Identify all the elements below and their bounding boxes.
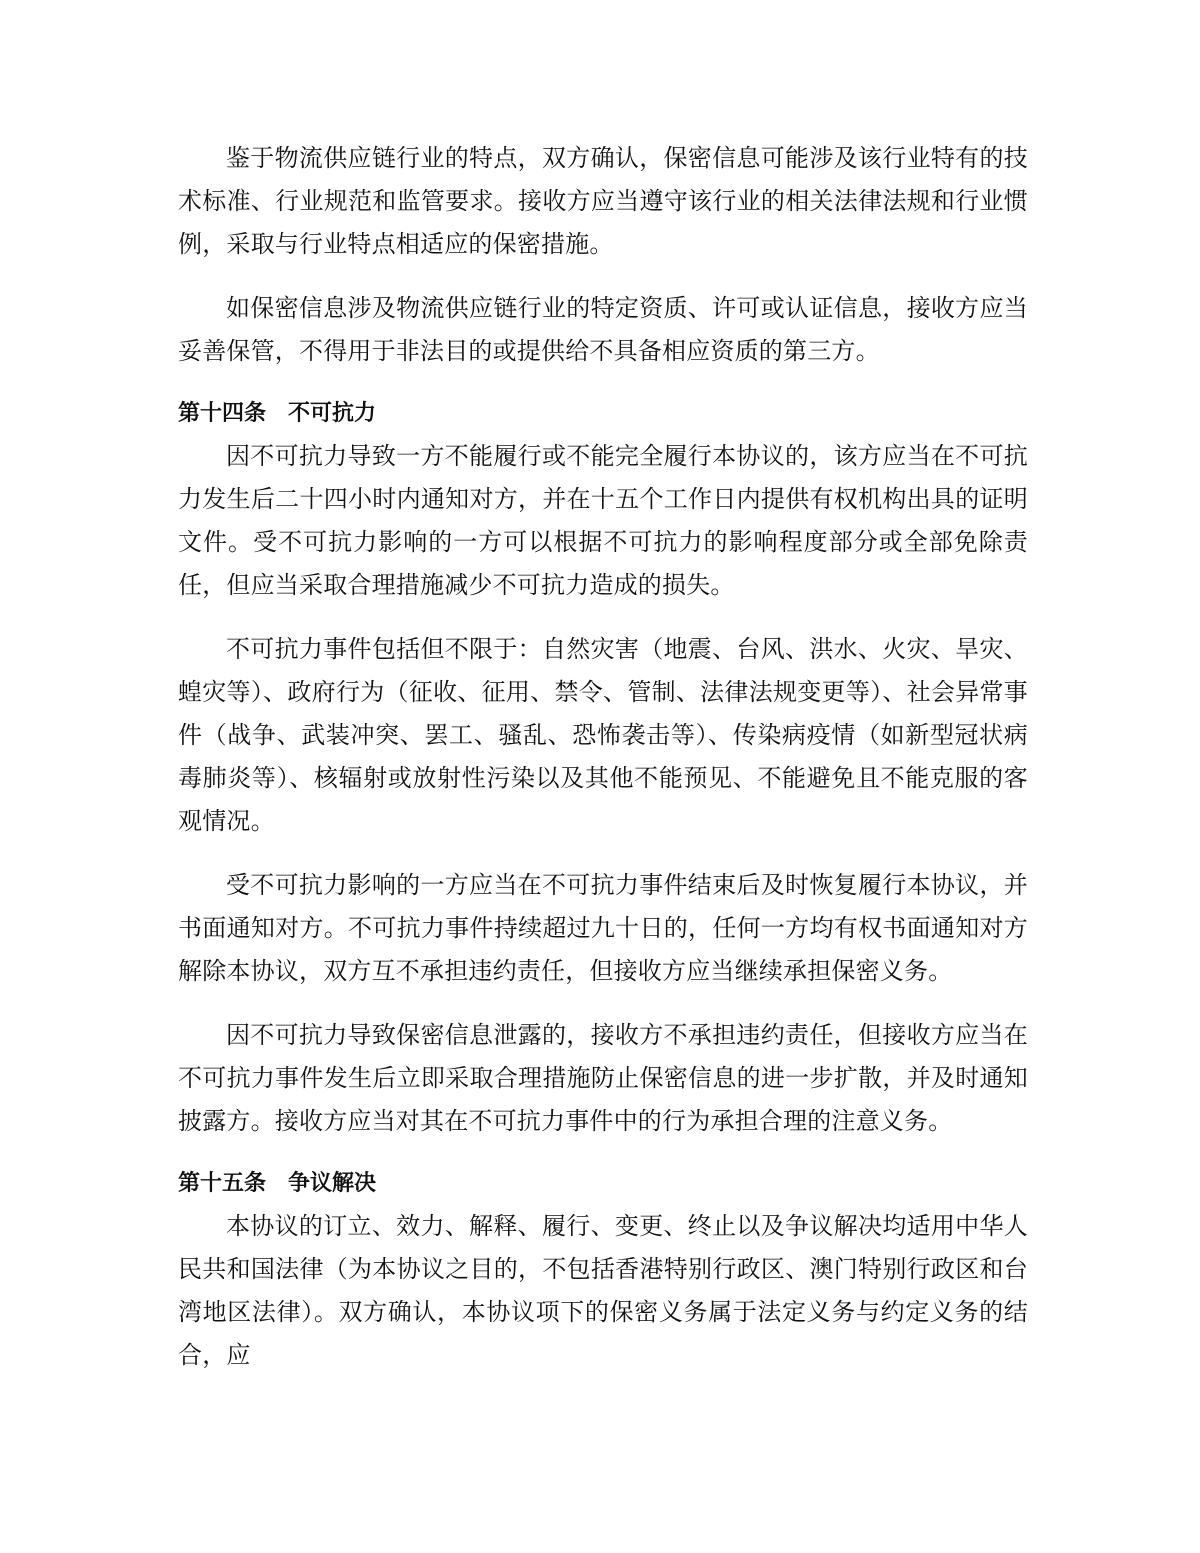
article-14-number: 第十四条 [178,401,267,426]
paragraph-industry-standards: 鉴于物流供应链行业的特点，双方确认，保密信息可能涉及该行业特有的技术标准、行业规范和监管要求。接收方应当遵守该行业的相关法律法规和行业惯例，采取与行业特点相适应的保密措施。 [178,144,1028,258]
article-15-number: 第十五条 [178,1171,267,1196]
document-body [178,137,1028,1377]
article-14-paragraph-3: 受不可抗力影响的一方应当在不可抗力事件结束后及时恢复履行本协议，并书面通知对方。不可抗力事件持续超过九十日的，任何一方均有权书面通知对方解除本协议，双方互不承担违约责任，但接收方应当继续承担保密义务。 [178,871,1028,985]
article-15-title: 争议解决 [288,1171,377,1196]
article-14-title: 不可抗力 [288,401,377,426]
article-14-paragraph-2: 不可抗力事件包括但不限于：自然灾害（地震、台风、洪水、火灾、旱灾、蝗灾等）、政府行为（征收、征用、禁令、管制、法律法规变更等）、社会异常事件（战争、武装冲突、罢工、骚乱、恐怖袭击等）、传染病疫情（如新型冠状病毒肺炎等）、核辐射或放射性污染以及其他不能预见、不能避免且不能克服的客观情况。 [178,635,1028,835]
article-15-paragraph-1: 本协议的订立、效力、解释、履行、变更、终止以及争议解决均适用中华人民共和国法律（为本协议之目的，不包括香港特别行政区、澳门特别行政区和台湾地区法律）。双方确认，本协议项下的保密义务属于法定义务与约定义务的结合，应 [178,1212,1028,1369]
paragraph-qualification-info: 如保密信息涉及物流供应链行业的特定资质、许可或认证信息，接收方应当妥善保管，不得用于非法目的或提供给不具备相应资质的第三方。 [178,294,1028,365]
article-14-heading [178,392,1028,435]
article-15-heading [178,1162,1028,1205]
article-14-paragraph-1: 因不可抗力导致一方不能履行或不能完全履行本协议的，该方应当在不可抗力发生后二十四小时内通知对方，并在十五个工作日内提供有权机构出具的证明文件。受不可抗力影响的一方可以根据不可抗力的影响程度部分或全部免除责任，但应当采取合理措施减少不可抗力造成的损失。 [178,442,1028,599]
article-14-paragraph-4: 因不可抗力导致保密信息泄露的，接收方不承担违约责任，但接收方应当在不可抗力事件发生后立即采取合理措施防止保密信息的进一步扩散，并及时通知披露方。接收方应当对其在不可抗力事件中的行为承担合理的注意义务。 [178,1021,1028,1135]
